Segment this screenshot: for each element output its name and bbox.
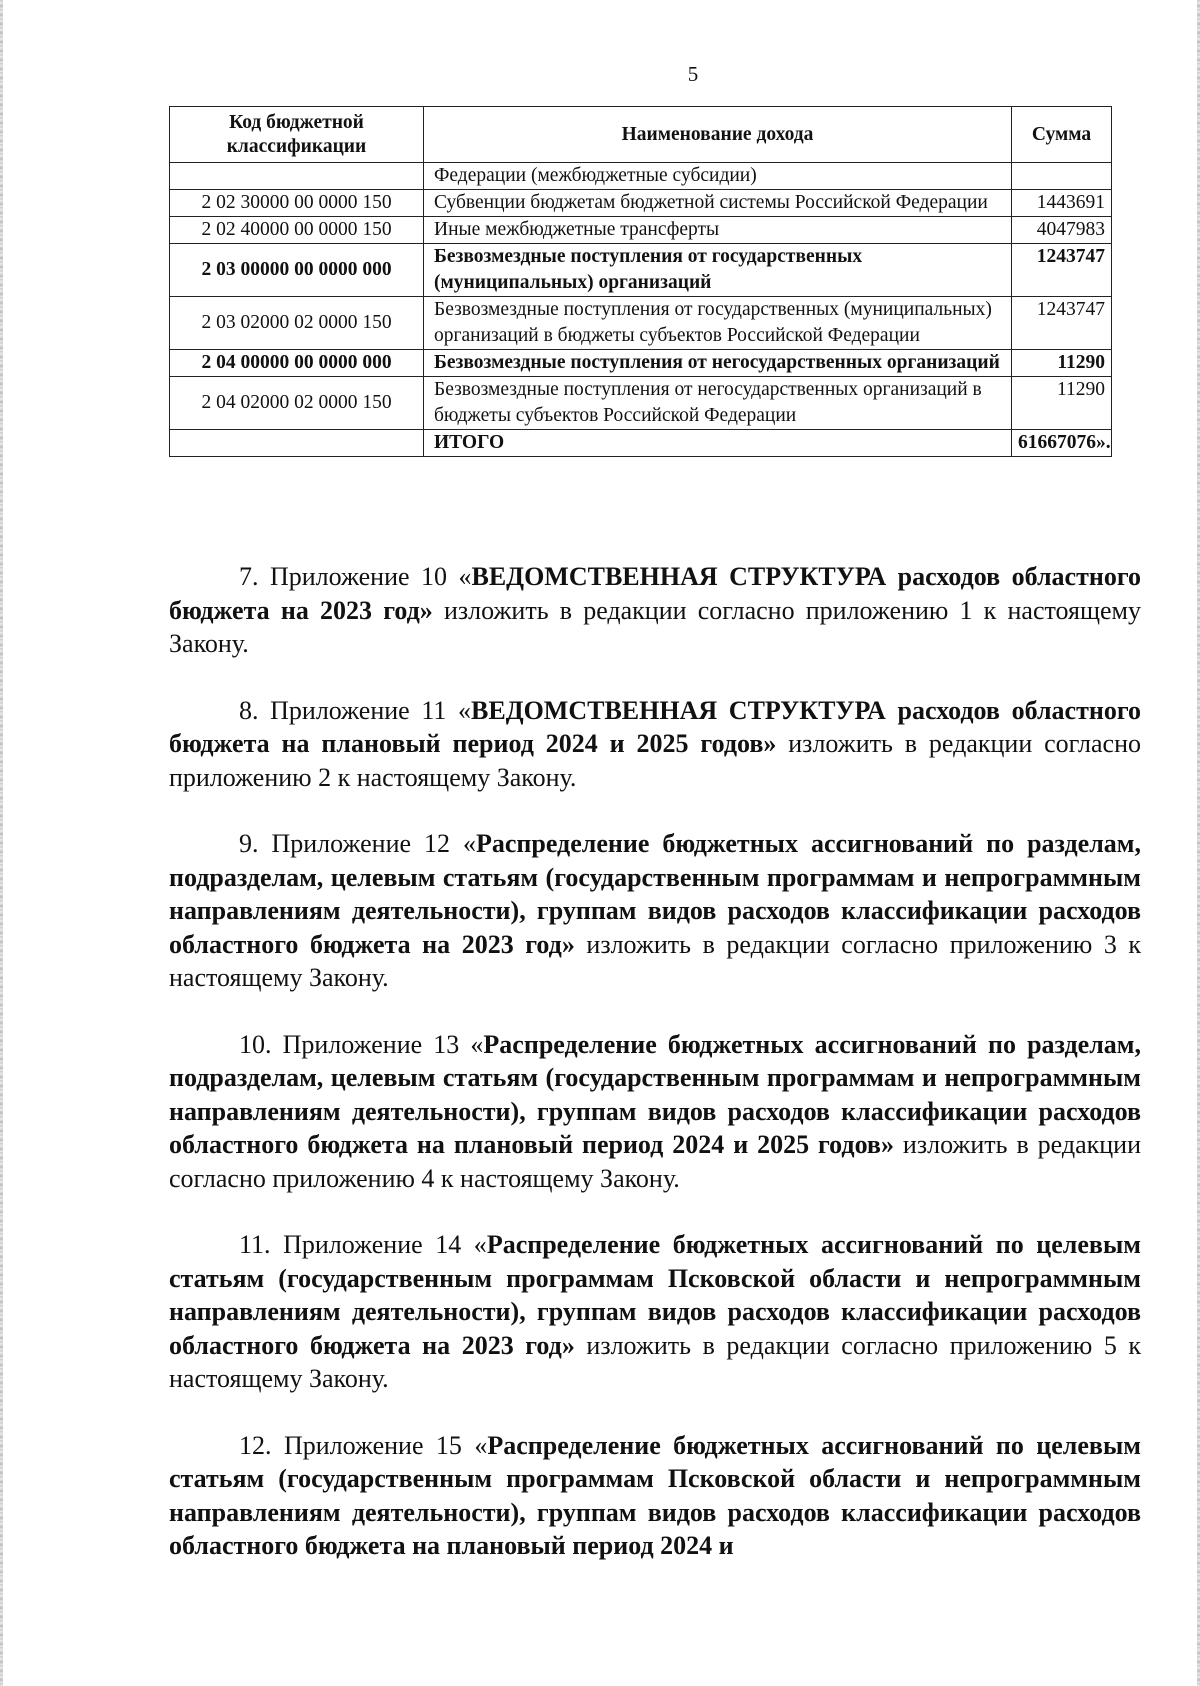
- scan-edge-left: [0, 0, 3, 1686]
- header-sum: Сумма: [1012, 107, 1112, 163]
- row-name: Субвенции бюджетам бюджетной системы Российской Федерации: [424, 190, 1012, 217]
- paragraph-lead: 7. Приложение 10 «: [239, 562, 472, 591]
- paragraph-lead: 11. Приложение 14 «: [239, 1230, 487, 1259]
- total-sum: 61667076».: [1012, 430, 1112, 457]
- paragraph-tail: изложить в редакции согласно приложению 2 к настоящему Закону.: [169, 729, 1141, 792]
- row-code: 2 02 30000 00 0000 150: [170, 190, 424, 217]
- paragraph-bold-title: Распределение бюджетных ассигнований по разделам, подразделам, целевым статьям (государственным программам и непрограммным направлениям деятельности), группам видов расходов классификации расходов областного бюджета на 2023 год»: [169, 829, 1142, 959]
- row-sum: [1012, 163, 1112, 190]
- row-code: 2 04 02000 02 0000 150: [170, 377, 424, 430]
- table-row: [170, 163, 1112, 190]
- table-row: [170, 217, 1112, 244]
- table-row-bold: [170, 244, 1112, 297]
- row-name: Безвозмездные поступления от негосударственных организаций: [424, 350, 1012, 377]
- document-body: [169, 560, 1141, 1596]
- paragraph-lead: 12. Приложение 15 «: [239, 1430, 488, 1460]
- row-name: Федерации (межбюджетные субсидии): [424, 163, 1012, 190]
- row-sum: 1243747: [1012, 297, 1112, 350]
- table-row: [170, 297, 1112, 350]
- paragraph-lead: 8. Приложение 11 «: [239, 695, 472, 725]
- row-name: Безвозмездные поступления от государственных (муниципальных) организаций в бюджеты субъектов Российской Федерации: [424, 297, 1012, 350]
- row-name: Иные межбюджетные трансферты: [424, 217, 1012, 244]
- table-header-row: [170, 107, 1112, 163]
- row-code: 2 02 40000 00 0000 150: [170, 217, 424, 244]
- paragraph-bold-title: Распределение бюджетных ассигнований по целевым статьям (государственным программам Псковской области и непрограммным направлениям деятельности), группам видов расходов классификации расходов областного бюджета на плановый период 2024 и: [169, 1430, 1141, 1560]
- table-row: [170, 190, 1112, 217]
- paragraph-item-10: [169, 1028, 1141, 1196]
- row-name: Безвозмездные поступления от негосударственных организаций в бюджеты субъектов Российской Федерации: [424, 377, 1012, 430]
- table-total-row: [170, 430, 1112, 457]
- revenue-table: [169, 106, 1112, 457]
- paragraph-item-12: [169, 1429, 1141, 1563]
- paragraph-item-11: [169, 1228, 1141, 1396]
- table-row: [170, 377, 1112, 430]
- paragraph-tail: изложить в редакции согласно приложению 1 к настоящему Закону.: [169, 595, 1141, 658]
- row-code: 2 03 00000 00 0000 000: [170, 244, 424, 297]
- row-code: [170, 163, 424, 190]
- row-sum: 1243747: [1012, 244, 1112, 297]
- paragraph-tail: изложить в редакции согласно приложению 4 к настоящему Закону.: [169, 1130, 1141, 1193]
- total-code: [170, 430, 424, 457]
- header-name: Наименование дохода: [424, 107, 1012, 163]
- row-sum: 11290: [1012, 377, 1112, 430]
- paragraph-item-7: [169, 560, 1141, 661]
- row-sum: 11290: [1012, 350, 1112, 377]
- paragraph-bold-title: ВЕДОМСТВЕННАЯ СТРУКТУРА расходов областного бюджета на плановый период 2024 и 2025 годов»: [169, 695, 1141, 758]
- paragraph-lead: 9. Приложение 12 «: [239, 829, 476, 858]
- page-number: 5: [687, 62, 699, 86]
- row-sum: 1443691: [1012, 190, 1112, 217]
- paragraph-tail: изложить в редакции согласно приложению 3 к настоящему Закону.: [169, 929, 1142, 992]
- table-row-bold: [170, 350, 1112, 377]
- header-code: Код бюджетной классификации: [170, 107, 424, 163]
- paragraph-item-8: [169, 694, 1141, 795]
- row-name: Безвозмездные поступления от государственных (муниципальных) организаций: [424, 244, 1012, 297]
- row-code: 2 03 02000 02 0000 150: [170, 297, 424, 350]
- paragraph-lead: 10. Приложение 13 «: [239, 1029, 484, 1059]
- paragraph-bold-title: Распределение бюджетных ассигнований по разделам, подразделам, целевым статьям (государственным программам и непрограммным направлениям деятельности), группам видов расходов классификации расходов областного бюджета на плановый период 2024 и 2025 годов»: [169, 1029, 1142, 1159]
- paragraph-bold-title: ВЕДОМСТВЕННАЯ СТРУКТУРА расходов областного бюджета на 2023 год»: [169, 562, 1141, 625]
- paragraph-item-9: [169, 827, 1141, 995]
- row-sum: 4047983: [1012, 217, 1112, 244]
- total-label: ИТОГО: [424, 430, 1012, 457]
- paragraph-tail: изложить в редакции согласно приложению 5 к настоящему Закону.: [169, 1330, 1142, 1393]
- row-code: 2 04 00000 00 0000 000: [170, 350, 424, 377]
- paragraph-bold-title: Распределение бюджетных ассигнований по целевым статьям (государственным программам Псковской области и непрограммным направлениям деятельности), группам видов расходов классификации расходов областного бюджета на 2023 год»: [169, 1230, 1141, 1360]
